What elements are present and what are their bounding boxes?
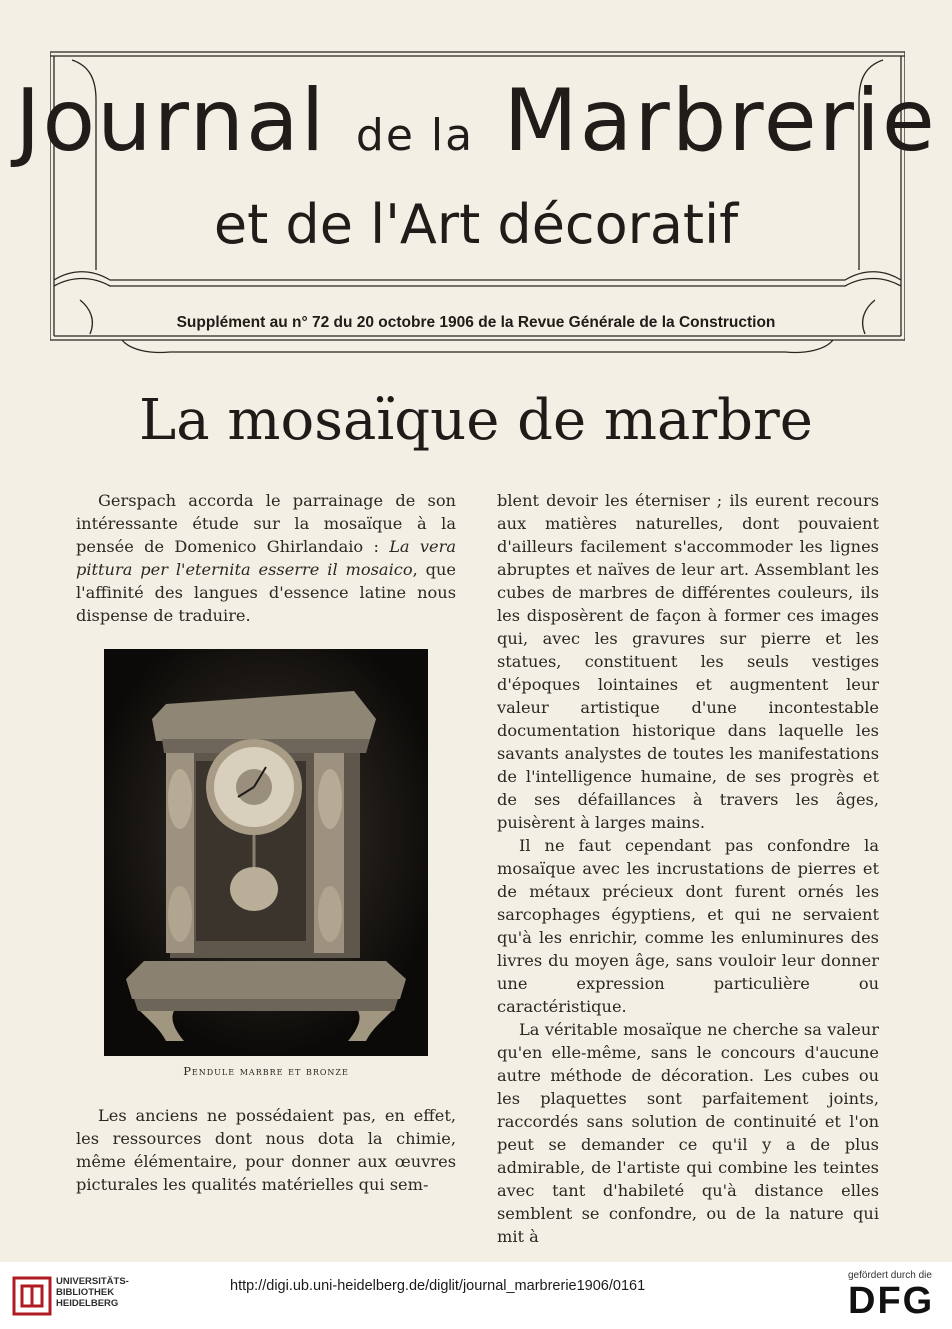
title-journal: Journal	[15, 71, 327, 171]
left-column-intro	[76, 489, 456, 627]
university-library-logo[interactable]	[12, 1276, 52, 1316]
right-column	[497, 489, 879, 1248]
photo-caption: Pendule marbre et bronze	[183, 1064, 349, 1078]
right-paragraph-2: Il ne faut cependant pas confondre la mosaïque avec les incrustations de pierres et de métaux précieux dont furent ornés les sarcophages égyptiens, et qui ne servaient qu'à les enrichir, comme les enluminures des livres du moyen âge, sans vouloir leur donner une expression particulière ou caractéristique.	[497, 836, 879, 1016]
library-name[interactable]	[56, 1276, 129, 1309]
intro-paragraph	[76, 489, 456, 627]
title-de-la: de la	[355, 110, 475, 161]
right-paragraph-3: La véritable mosaïque ne cherche sa valeur qu'en elle-même, sans le concours d'aucune autre méthode de décoration. Les cubes ou les plaquettes sont parfaitement joints, raccordés sans solution de continuité et l'on peut se demander ce qu'il y a de plus admirable, de l'artiste qui combine les teintes avec tant d'habileté qu'à distance elles semblent se confondre, ou de la nature qui mit à	[497, 1020, 879, 1246]
intro-text-b: , que l'affinité des langues d'essence latine nous dispense de traduire.	[76, 560, 456, 625]
intro-text-a: Gerspach accorda le parrainage de son intéressante étude sur la mosaïque à la pensée de Domenico Ghirlandaio :	[76, 491, 456, 556]
left-paragraph: Les anciens ne possédaient pas, en effet, les ressources dont nous dota la chimie, même élémentaire, pour donner aux œuvres picturales les qualités matérielles qui sem-	[76, 1106, 456, 1194]
library-line-1: UNIVERSITÄTS-	[56, 1276, 129, 1287]
library-line-2: BIBLIOTHEK	[56, 1287, 115, 1298]
article-title: La mosaïque de marbre	[139, 388, 813, 453]
left-column-continued	[76, 1104, 456, 1196]
funding-note: gefördert durch die	[848, 1270, 932, 1281]
library-line-3: HEIDELBERG	[56, 1298, 119, 1309]
clock-photograph	[104, 649, 428, 1056]
intro-quote: La vera pittura per l'eternita esserre il mosaico	[76, 537, 456, 579]
journal-subtitle: et de l'Art décoratif	[213, 193, 739, 256]
dfg-logo[interactable]: DFG	[848, 1280, 935, 1322]
right-paragraph-1: blent devoir les éterniser ; ils eurent recours aux matières naturelles, dont pouvaient d'ailleurs facilement s'accommoder les lignes abruptes et naïves de leur art. Assemblant les cubes de marbres de différentes couleurs, ils les disposèrent de façon à former ces images qui, avec les gravures sur pierre et les statues, constituent les seuls vestiges d'époques lointaines et augmentent leur valeur artistique d'une incontestable documentation historique dans laquelle les savants analystes de toutes les manifestations de l'intelligence humaine, de ses progrès et de ses défaillances à travers les âges, puisèrent à larges mains.	[497, 491, 879, 832]
title-marbrerie: Marbrerie	[503, 71, 937, 171]
journal-title	[0, 71, 952, 171]
viewer-footer	[0, 1262, 952, 1329]
supplement-line: Supplément au n° 72 du 20 octobre 1906 de la Revue Générale de la Construction	[176, 314, 776, 331]
page-url-link[interactable]: http://digi.ub.uni-heidelberg.de/diglit/journal_marbrerie1906/0161	[230, 1278, 646, 1294]
